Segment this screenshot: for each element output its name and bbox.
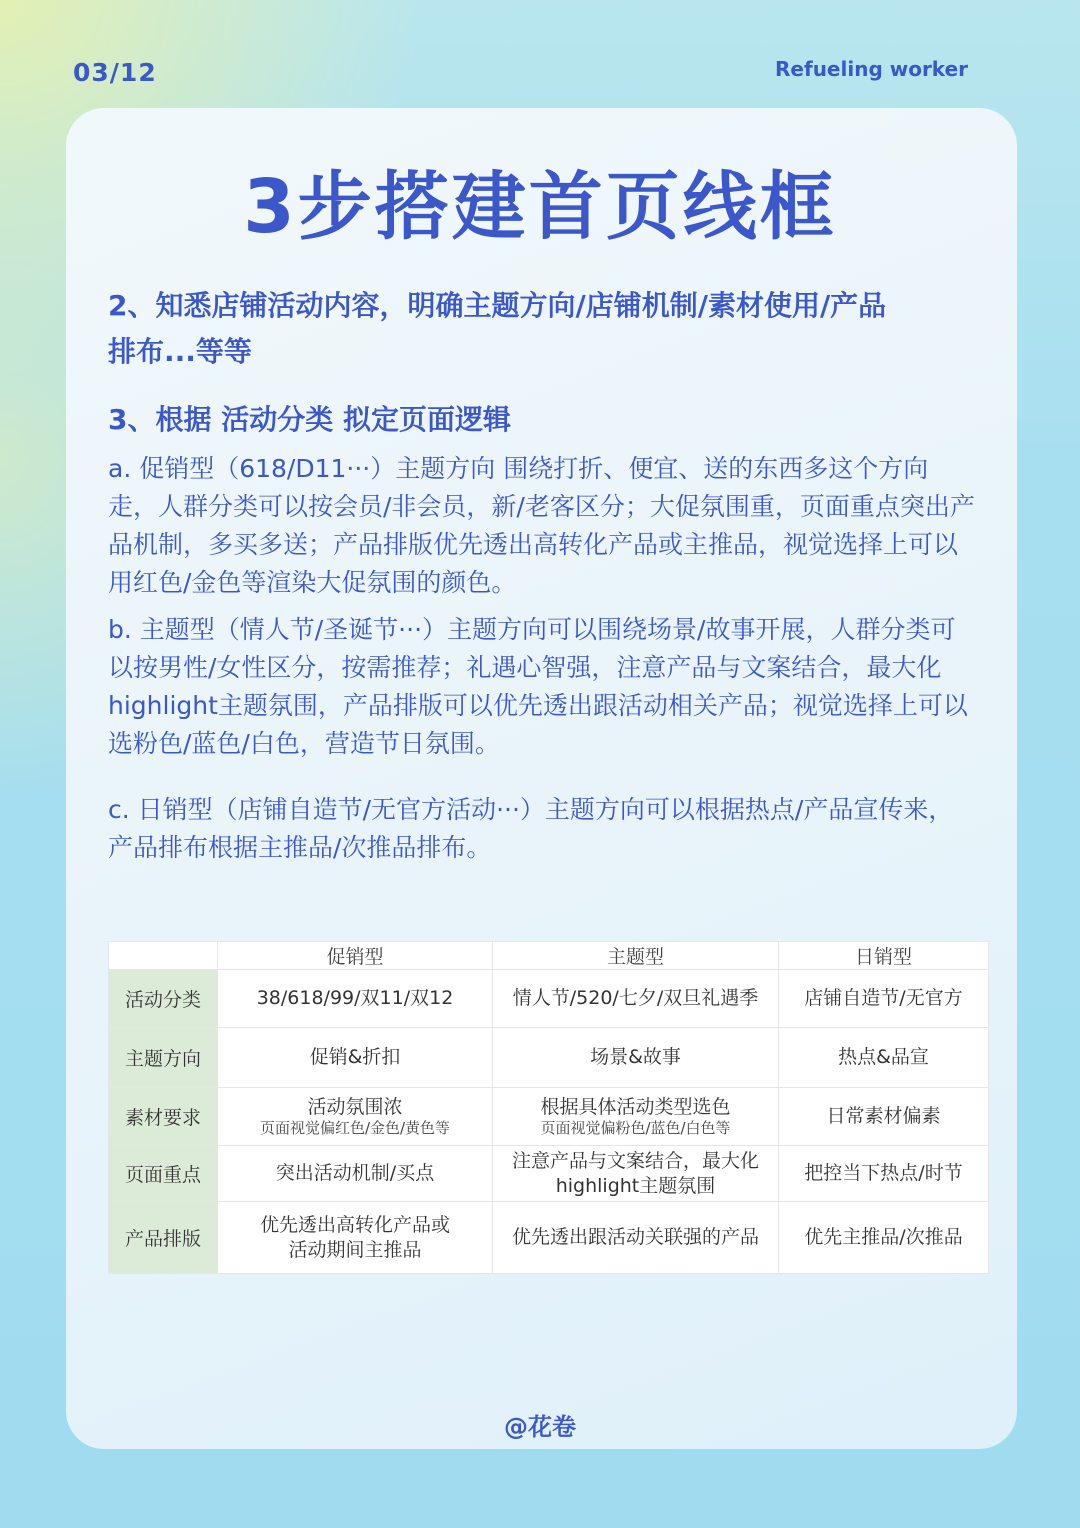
step-3-heading: 3、根据 活动分类 拟定页面逻辑 xyxy=(108,403,511,436)
row-label: 主题方向 xyxy=(109,1028,218,1088)
table-row xyxy=(109,970,989,1028)
row-label: 活动分类 xyxy=(109,970,218,1028)
cell-sub-text: 页面视觉偏红色/金色/黄色等 xyxy=(259,1119,451,1137)
table-cell: 情人节/520/七夕/双旦礼遇季 xyxy=(493,970,779,1028)
brand-tag: Refueling worker xyxy=(775,57,968,81)
table-cell: 场景&故事 xyxy=(493,1028,779,1088)
table-cell: 热点&品宣 xyxy=(779,1028,989,1088)
comparison-table xyxy=(108,941,989,1274)
paragraph-theme-type: b. 主题型（情人节/圣诞节···）主题方向可以围绕场景/故事开展，人群分类可以按男性/女性区分，按需推荐；礼遇心智强，注意产品与文案结合，最大化highlight主题氛围，产品排版可以优先透出跟活动相关产品；视觉选择上可以选粉色/蓝色/白色，营造节日氛围。 xyxy=(108,615,968,758)
row-label: 素材要求 xyxy=(109,1088,218,1146)
table-cell: 店铺自造节/无官方 xyxy=(779,970,989,1028)
author-signature: @花卷 xyxy=(504,1413,576,1441)
table-cell: 促销&折扣 xyxy=(218,1028,493,1088)
table-row xyxy=(109,1146,989,1202)
table-cell: 日常素材偏素 xyxy=(779,1088,989,1146)
page-number: 03/12 xyxy=(73,58,157,87)
cell-main-text: 活动氛围浓 xyxy=(307,1096,403,1118)
column-header-promo: 促销型 xyxy=(218,942,493,970)
step-2-heading: 2、知悉店铺活动内容，明确主题方向/店铺机制/素材使用/产品排布...等等 xyxy=(108,289,887,368)
cell-main-text: 根据具体活动类型选色 xyxy=(540,1096,731,1118)
table-cell xyxy=(493,1088,779,1146)
page-title: 3步搭建首页线框 xyxy=(243,164,837,250)
row-label: 页面重点 xyxy=(109,1146,218,1202)
paragraph-daily-type: c. 日销型（店铺自造节/无官方活动···）主题方向可以根据热点/产品宣传来，产品排布根据主推品/次推品排布。 xyxy=(108,795,954,862)
column-header-daily: 日销型 xyxy=(779,942,989,970)
table-cell: 把控当下热点/时节 xyxy=(779,1146,989,1202)
table-cell: 优先透出高转化产品或活动期间主推品 xyxy=(218,1202,493,1274)
table-cell: 优先透出跟活动关联强的产品 xyxy=(493,1202,779,1274)
table-header-row xyxy=(109,942,989,970)
table-row xyxy=(109,1202,989,1274)
cell-sub-text: 页面视觉偏粉色/蓝色/白色等 xyxy=(540,1119,731,1137)
table-row xyxy=(109,1088,989,1146)
table-corner-cell xyxy=(109,942,218,970)
row-label: 产品排版 xyxy=(109,1202,218,1274)
column-header-theme: 主题型 xyxy=(493,942,779,970)
table-cell: 优先主推品/次推品 xyxy=(779,1202,989,1274)
paragraph-promo-type: a. 促销型（618/D11···）主题方向 围绕打折、便宜、送的东西多这个方向走，人群分类可以按会员/非会员，新/老客区分；大促氛围重，页面重点突出产品机制，多买多送；产品排版优先透出高转化产品或主推品，视觉选择上可以用红色/金色等渲染大促氛围的颜色。 xyxy=(108,454,975,597)
table-row xyxy=(109,1028,989,1088)
table-cell xyxy=(218,1088,493,1146)
table-cell: 突出活动机制/买点 xyxy=(218,1146,493,1202)
table-cell: 注意产品与文案结合，最大化highlight主题氛围 xyxy=(493,1146,779,1202)
table-cell: 38/618/99/双11/双12 xyxy=(218,970,493,1028)
